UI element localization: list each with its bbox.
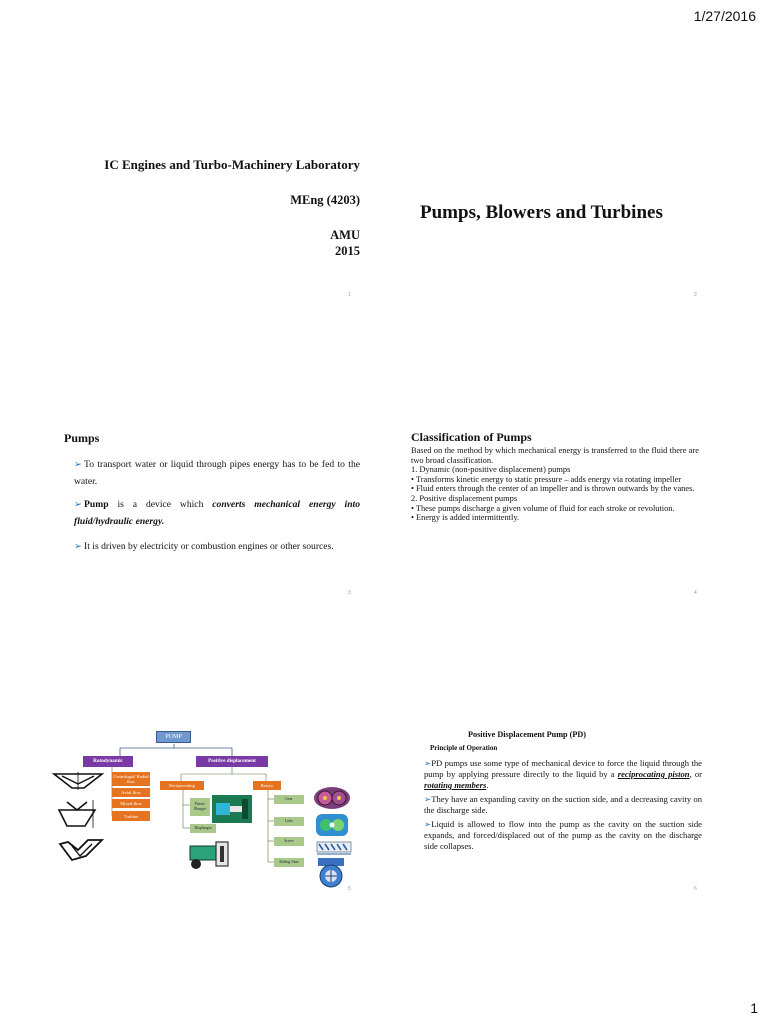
- slide-number: 3: [348, 590, 351, 596]
- pd-principle-text: [424, 758, 702, 855]
- axial-impeller-icon: [58, 836, 104, 864]
- arrow-bullet-icon: ➢: [74, 541, 83, 552]
- sliding-vane-pump-icon: [314, 856, 348, 888]
- slide-number: 1: [348, 292, 351, 298]
- diagram-node-screw: Screw: [274, 837, 304, 846]
- diagram-node-diaphragm: Diaphragm: [190, 824, 216, 833]
- diagram-node-mixed: Mixed flow: [112, 799, 150, 808]
- radial-impeller-icon: [52, 770, 108, 792]
- screw-pump-icon: [315, 838, 353, 856]
- bullet-item: ➢They have an expanding cavity on the suction side, and a decreasing cavity on the discharge side.: [424, 794, 702, 815]
- diagram-node-rotary: Rotary: [253, 781, 281, 790]
- slide-number: 4: [694, 590, 697, 596]
- list-item: 1. Dynamic (non-positive displacement) pumps: [411, 465, 571, 475]
- list-item: • Transforms kinetic energy to static pressure – adds energy via rotating impeller: [411, 474, 682, 484]
- course-lab-title: IC Engines and Turbo-Machinery Laboratory: [104, 157, 360, 172]
- bullet-item: ➢ It is driven by electricity or combustion engines or other sources.: [74, 541, 334, 552]
- arrow-bullet-icon: ➢: [424, 794, 432, 804]
- bullet-item: ➢Liquid is allowed to flow into the pump as the cavity on the suction side expands, and forced/displaced out of the pump as the cavity on the discharge side collapses.: [424, 819, 702, 851]
- bullet-item: ➢ To transport water or liquid through pipes energy has to be fed to the water.: [74, 459, 360, 487]
- slide-subtitle: Principle of Operation: [430, 744, 498, 752]
- list-item: • These pumps discharge a given volume of fluid for each stroke or revolution.: [411, 503, 675, 513]
- diaphragm-pump-icon: [186, 840, 232, 870]
- diagram-node-sliding-vane: Sliding Vane: [274, 858, 304, 867]
- diagram-node-lobe: Lobe: [274, 817, 304, 826]
- arrow-bullet-icon: ➢: [74, 459, 83, 470]
- bullet-item: ➢PD pumps use some type of mechanical device to force the liquid through the pump by applying pressure directly to the liquid by a reciprocating piston, or rotating members.: [424, 758, 702, 790]
- slide-title: Positive Displacement Pump (PD): [468, 730, 587, 739]
- diagram-node-pump: PUMP: [156, 731, 191, 743]
- bullet-item: ➢ Pump is a device which converts mechanical energy into fluid/hydraulic energy.: [74, 499, 360, 527]
- arrow-bullet-icon: ➢: [424, 758, 432, 768]
- slide-title: Classification of Pumps: [411, 430, 532, 444]
- diagram-node-positive-displacement: Positive displacement: [196, 756, 268, 767]
- list-item: 2. Positive displacement pumps: [411, 493, 518, 503]
- paragraph: Based on the method by which mechanical energy is transferred to the fluid there are two broad classification.: [411, 446, 699, 465]
- lobe-pump-icon: [314, 812, 350, 838]
- slide-title: Pumps: [64, 431, 100, 445]
- slide-title: Pumps, Blowers and Turbines: [420, 202, 663, 223]
- institution: AMU: [330, 228, 360, 242]
- list-item: • Fluid enters through the center of an impeller and is thrown outwards by the vanes.: [411, 484, 695, 494]
- slide-number: 2: [694, 292, 697, 298]
- print-date: 1/27/2016: [693, 8, 756, 24]
- year: 2015: [335, 244, 360, 258]
- page-number: 1: [750, 1000, 758, 1016]
- diagram-node-gear: Gear: [274, 795, 304, 804]
- piston-pump-icon: [212, 795, 252, 823]
- slide-number: 6: [694, 886, 697, 892]
- diagram-node-reciprocating: Reciprocating: [160, 781, 204, 790]
- gear-pump-icon: [312, 785, 352, 811]
- list-item: • Energy is added intermittently.: [411, 513, 520, 523]
- diagram-node-piston: Piston/ Plunger: [190, 798, 210, 816]
- arrow-bullet-icon: ➢: [424, 819, 432, 829]
- diagram-node-centrifugal: Centrifugal/ Radial flow: [113, 774, 149, 784]
- mixed-impeller-icon: [55, 798, 101, 832]
- arrow-bullet-icon: ➢: [74, 499, 83, 510]
- diagram-node-rotodynamic: Rotodynamic: [83, 756, 133, 767]
- diagram-node-turbine: Turbine: [112, 811, 150, 821]
- diagram-node-axial: Axial flow: [112, 788, 150, 797]
- course-code: MEng (4203): [290, 193, 360, 207]
- slide-number: 5: [348, 886, 351, 892]
